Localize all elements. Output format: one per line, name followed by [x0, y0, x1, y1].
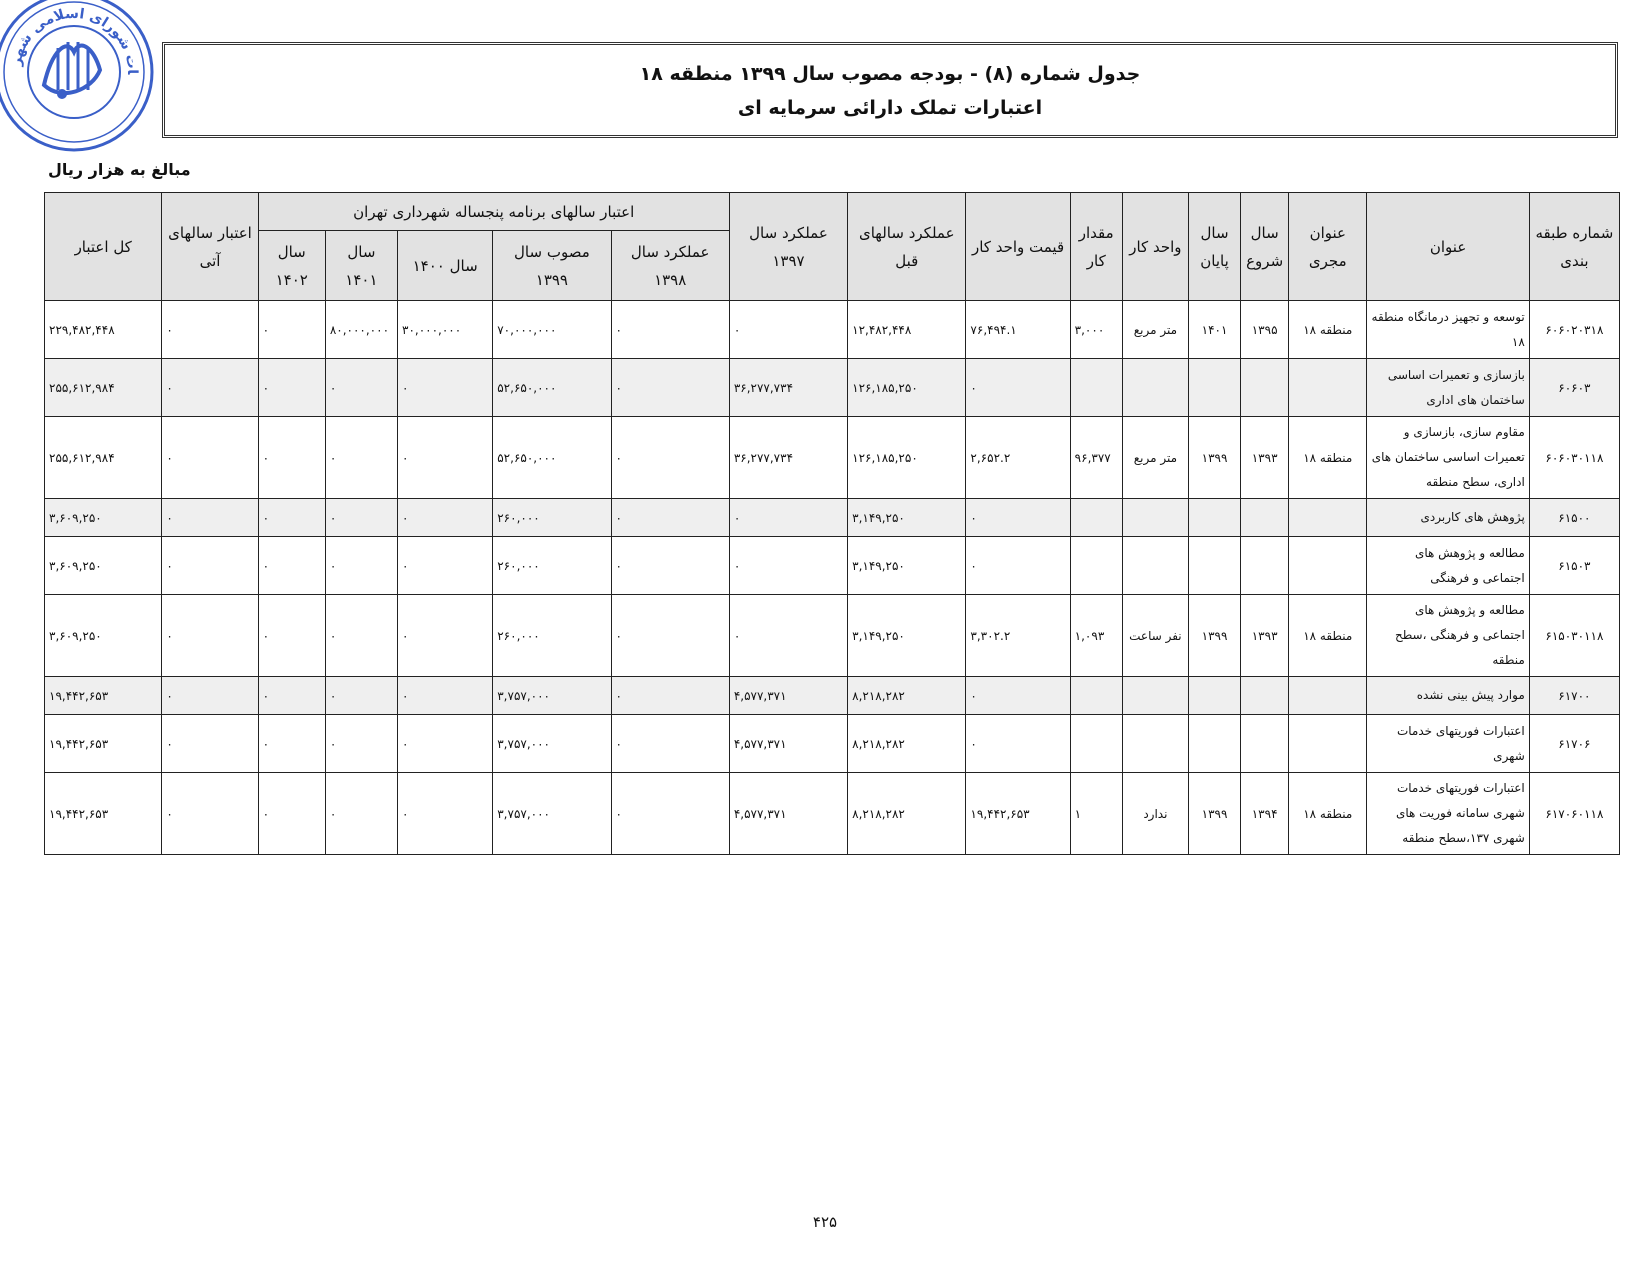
row-start-year: ۱۳۹۳	[1241, 417, 1289, 499]
row-total: ۳,۶۰۹,۲۵۰	[45, 595, 162, 677]
row-exec: منطقه ۱۸	[1289, 595, 1367, 677]
unit-note: مبالغ به هزار ریال	[48, 160, 191, 179]
header-future: اعتبار سالهای آتی	[162, 193, 258, 301]
row-year-1401: ۰	[325, 715, 397, 773]
header-quantity: مقدار کار	[1070, 193, 1122, 301]
row-year-1400: ۰	[398, 417, 493, 499]
row-exec	[1289, 359, 1367, 417]
row-exec	[1289, 537, 1367, 595]
row-year-1402: ۰	[258, 595, 325, 677]
row-code: ۶۱۷۰۶۰۱۱۸	[1529, 773, 1619, 855]
row-perf-1398: ۰	[611, 499, 729, 537]
row-end-year: ۱۴۰۱	[1188, 301, 1240, 359]
row-unit-price: ۰	[966, 677, 1070, 715]
row-total: ۲۵۵,۶۱۲,۹۸۴	[45, 359, 162, 417]
row-approved-1399: ۲۶۰,۰۰۰	[493, 595, 611, 677]
row-prev-perf: ۳,۱۴۹,۲۵۰	[848, 595, 966, 677]
row-approved-1399: ۷۰,۰۰۰,۰۰۰	[493, 301, 611, 359]
row-year-1402: ۰	[258, 773, 325, 855]
row-unit-price: ۰	[966, 359, 1070, 417]
row-exec	[1289, 499, 1367, 537]
header-prev-perf: عملکرد سالهای قبل	[848, 193, 966, 301]
row-code: ۶۱۷۰۰	[1529, 677, 1619, 715]
row-perf-1398: ۰	[611, 715, 729, 773]
row-code: ۶۱۵۰۰	[1529, 499, 1619, 537]
row-approved-1399: ۲۶۰,۰۰۰	[493, 499, 611, 537]
row-future: ۰	[162, 359, 258, 417]
row-end-year: ۱۳۹۹	[1188, 417, 1240, 499]
row-year-1400: ۰	[398, 715, 493, 773]
row-year-1400: ۰	[398, 359, 493, 417]
row-year-1401: ۰	[325, 417, 397, 499]
row-year-1401: ۰	[325, 359, 397, 417]
row-quantity: ۳,۰۰۰	[1070, 301, 1122, 359]
row-prev-perf: ۸,۲۱۸,۲۸۲	[848, 677, 966, 715]
header-year-1400: سال ۱۴۰۰	[398, 231, 493, 301]
row-total: ۱۹,۴۴۲,۶۵۳	[45, 677, 162, 715]
row-unit-price: ۷۶,۴۹۴.۱	[966, 301, 1070, 359]
row-title: مقاوم سازی، بازسازی و تعمیرات اساسی ساختمان های اداری، سطح منطقه	[1367, 417, 1529, 499]
row-approved-1399: ۳,۷۵۷,۰۰۰	[493, 677, 611, 715]
row-quantity: ۱,۰۹۳	[1070, 595, 1122, 677]
table-row	[45, 595, 1620, 677]
row-perf-1397: ۰	[729, 499, 847, 537]
row-start-year	[1241, 537, 1289, 595]
row-perf-1398: ۰	[611, 595, 729, 677]
row-code: ۶۰۶۰۳	[1529, 359, 1619, 417]
row-total: ۳,۶۰۹,۲۵۰	[45, 499, 162, 537]
row-future: ۰	[162, 537, 258, 595]
row-future: ۰	[162, 595, 258, 677]
row-year-1401: ۸۰,۰۰۰,۰۰۰	[325, 301, 397, 359]
row-exec	[1289, 677, 1367, 715]
row-prev-perf: ۱۲,۴۸۲,۴۴۸	[848, 301, 966, 359]
row-exec: منطقه ۱۸	[1289, 417, 1367, 499]
table-row	[45, 359, 1620, 417]
row-year-1400: ۰	[398, 499, 493, 537]
row-prev-perf: ۳,۱۴۹,۲۵۰	[848, 537, 966, 595]
table-row	[45, 715, 1620, 773]
header-title: عنوان	[1367, 193, 1529, 301]
row-prev-perf: ۱۲۶,۱۸۵,۲۵۰	[848, 417, 966, 499]
row-start-year	[1241, 715, 1289, 773]
header-year-1401: سال ۱۴۰۱	[325, 231, 397, 301]
row-start-year	[1241, 359, 1289, 417]
row-end-year	[1188, 359, 1240, 417]
row-unit-price: ۰	[966, 537, 1070, 595]
row-total: ۳,۶۰۹,۲۵۰	[45, 537, 162, 595]
row-perf-1397: ۳۶,۲۷۷,۷۳۴	[729, 417, 847, 499]
row-total: ۲۵۵,۶۱۲,۹۸۴	[45, 417, 162, 499]
row-start-year: ۱۳۹۳	[1241, 595, 1289, 677]
header-perf-1397: عملکرد سال ۱۳۹۷	[729, 193, 847, 301]
row-year-1401: ۰	[325, 773, 397, 855]
row-end-year: ۱۳۹۹	[1188, 773, 1240, 855]
header-year-1402: سال ۱۴۰۲	[258, 231, 325, 301]
page-number: ۴۲۵	[812, 1213, 838, 1231]
row-start-year: ۱۳۹۵	[1241, 301, 1289, 359]
row-perf-1398: ۰	[611, 537, 729, 595]
row-perf-1397: ۰	[729, 595, 847, 677]
row-unit-price: ۲,۶۵۲.۲	[966, 417, 1070, 499]
row-prev-perf: ۱۲۶,۱۸۵,۲۵۰	[848, 359, 966, 417]
header-unit-price: قیمت واحد کار	[966, 193, 1070, 301]
row-perf-1398: ۰	[611, 773, 729, 855]
row-unit: ندارد	[1122, 773, 1188, 855]
row-year-1400: ۰	[398, 773, 493, 855]
row-quantity	[1070, 715, 1122, 773]
row-unit	[1122, 677, 1188, 715]
row-future: ۰	[162, 417, 258, 499]
row-title: مطالعه و پژوهش های اجتماعی و فرهنگی ،سطح منطقه	[1367, 595, 1529, 677]
row-year-1400: ۰	[398, 677, 493, 715]
row-prev-perf: ۳,۱۴۹,۲۵۰	[848, 499, 966, 537]
svg-text:مصوبات شورای اسلامی شهر تهران: ات شورای اسلامی شهر	[8, 5, 141, 75]
row-year-1402: ۰	[258, 715, 325, 773]
row-perf-1397: ۴,۵۷۷,۳۷۱	[729, 677, 847, 715]
page-subtitle: اعتبارات تملک دارائی سرمایه ای	[737, 97, 1043, 119]
row-approved-1399: ۵۲,۶۵۰,۰۰۰	[493, 359, 611, 417]
row-end-year: ۱۳۹۹	[1188, 595, 1240, 677]
row-quantity: ۹۶,۳۷۷	[1070, 417, 1122, 499]
row-perf-1398: ۰	[611, 301, 729, 359]
budget-table	[44, 192, 1620, 855]
row-prev-perf: ۸,۲۱۸,۲۸۲	[848, 715, 966, 773]
row-unit: متر مربع	[1122, 417, 1188, 499]
row-perf-1397: ۴,۵۷۷,۳۷۱	[729, 715, 847, 773]
row-unit	[1122, 537, 1188, 595]
row-year-1401: ۰	[325, 677, 397, 715]
row-year-1402: ۰	[258, 301, 325, 359]
row-future: ۰	[162, 301, 258, 359]
row-perf-1397: ۰	[729, 301, 847, 359]
row-year-1400: ۰	[398, 537, 493, 595]
row-year-1402: ۰	[258, 677, 325, 715]
header-start-year: سال شروع	[1241, 193, 1289, 301]
row-end-year	[1188, 499, 1240, 537]
row-code: ۶۱۵۰۳۰۱۱۸	[1529, 595, 1619, 677]
row-code: ۶۱۵۰۳	[1529, 537, 1619, 595]
row-start-year	[1241, 499, 1289, 537]
row-start-year: ۱۳۹۴	[1241, 773, 1289, 855]
row-code: ۶۰۶۰۳۰۱۱۸	[1529, 417, 1619, 499]
table-row	[45, 301, 1620, 359]
row-title: موارد پیش بینی نشده	[1367, 677, 1529, 715]
row-unit-price: ۱۹,۴۴۲,۶۵۳	[966, 773, 1070, 855]
row-end-year	[1188, 537, 1240, 595]
row-unit-price: ۰	[966, 715, 1070, 773]
row-total: ۲۲۹,۴۸۲,۴۴۸	[45, 301, 162, 359]
header-exec: عنوان مجری	[1289, 193, 1367, 301]
row-future: ۰	[162, 499, 258, 537]
row-future: ۰	[162, 677, 258, 715]
row-perf-1397: ۰	[729, 537, 847, 595]
table-row	[45, 417, 1620, 499]
row-title: بازسازی و تعمیرات اساسی ساختمان های اداری	[1367, 359, 1529, 417]
row-year-1402: ۰	[258, 537, 325, 595]
row-year-1400: ۳۰,۰۰۰,۰۰۰	[398, 301, 493, 359]
row-unit-price: ۳,۳۰۲.۲	[966, 595, 1070, 677]
row-approved-1399: ۲۶۰,۰۰۰	[493, 537, 611, 595]
row-exec: منطقه ۱۸	[1289, 301, 1367, 359]
row-perf-1397: ۳۶,۲۷۷,۷۳۴	[729, 359, 847, 417]
row-title: اعتبارات فوریتهای خدمات شهری	[1367, 715, 1529, 773]
header-end-year: سال پایان	[1188, 193, 1240, 301]
row-prev-perf: ۸,۲۱۸,۲۸۲	[848, 773, 966, 855]
row-year-1400: ۰	[398, 595, 493, 677]
row-year-1401: ۰	[325, 537, 397, 595]
table-row	[45, 537, 1620, 595]
row-code: ۶۰۶۰۲۰۳۱۸	[1529, 301, 1619, 359]
row-title: پژوهش های کاربردی	[1367, 499, 1529, 537]
row-unit-price: ۰	[966, 499, 1070, 537]
row-approved-1399: ۵۲,۶۵۰,۰۰۰	[493, 417, 611, 499]
row-quantity: ۱	[1070, 773, 1122, 855]
row-year-1402: ۰	[258, 359, 325, 417]
row-end-year	[1188, 715, 1240, 773]
row-code: ۶۱۷۰۶	[1529, 715, 1619, 773]
row-quantity	[1070, 499, 1122, 537]
row-future: ۰	[162, 715, 258, 773]
table-row	[45, 677, 1620, 715]
header-approved-1399: مصوب سال ۱۳۹۹	[493, 231, 611, 301]
row-unit	[1122, 715, 1188, 773]
row-unit	[1122, 359, 1188, 417]
row-year-1402: ۰	[258, 417, 325, 499]
title-box	[162, 42, 1618, 138]
council-seal-icon	[0, 0, 157, 155]
row-unit: متر مربع	[1122, 301, 1188, 359]
row-approved-1399: ۳,۷۵۷,۰۰۰	[493, 715, 611, 773]
header-perf-1398: عملکرد سال ۱۳۹۸	[611, 231, 729, 301]
header-total: کل اعتبار	[45, 193, 162, 301]
row-start-year	[1241, 677, 1289, 715]
row-quantity	[1070, 677, 1122, 715]
row-approved-1399: ۳,۷۵۷,۰۰۰	[493, 773, 611, 855]
row-exec: منطقه ۱۸	[1289, 773, 1367, 855]
row-end-year	[1188, 677, 1240, 715]
row-perf-1398: ۰	[611, 677, 729, 715]
row-title: اعتبارات فوریتهای خدمات شهری سامانه فوریت های شهری ۱۳۷،سطح منطقه	[1367, 773, 1529, 855]
row-unit	[1122, 499, 1188, 537]
row-total: ۱۹,۴۴۲,۶۵۳	[45, 773, 162, 855]
table-row	[45, 773, 1620, 855]
row-perf-1398: ۰	[611, 417, 729, 499]
row-exec	[1289, 715, 1367, 773]
row-title: توسعه و تجهیز درمانگاه منطقه ۱۸	[1367, 301, 1529, 359]
table-row	[45, 499, 1620, 537]
header-five-year-group: اعتبار سالهای برنامه پنجساله شهرداری تهران	[258, 193, 729, 231]
header-code: شماره طبقه بندی	[1529, 193, 1619, 301]
row-unit: نفر ساعت	[1122, 595, 1188, 677]
row-year-1401: ۰	[325, 595, 397, 677]
row-total: ۱۹,۴۴۲,۶۵۳	[45, 715, 162, 773]
row-perf-1397: ۴,۵۷۷,۳۷۱	[729, 773, 847, 855]
row-year-1402: ۰	[258, 499, 325, 537]
row-perf-1398: ۰	[611, 359, 729, 417]
row-title: مطالعه و پژوهش های اجتماعی و فرهنگی	[1367, 537, 1529, 595]
row-quantity	[1070, 359, 1122, 417]
page-title: جدول شماره (۸) - بودجه مصوب سال ۱۳۹۹ منطقه ۱۸	[639, 63, 1141, 85]
row-future: ۰	[162, 773, 258, 855]
header-unit: واحد کار	[1122, 193, 1188, 301]
row-quantity	[1070, 537, 1122, 595]
row-year-1401: ۰	[325, 499, 397, 537]
